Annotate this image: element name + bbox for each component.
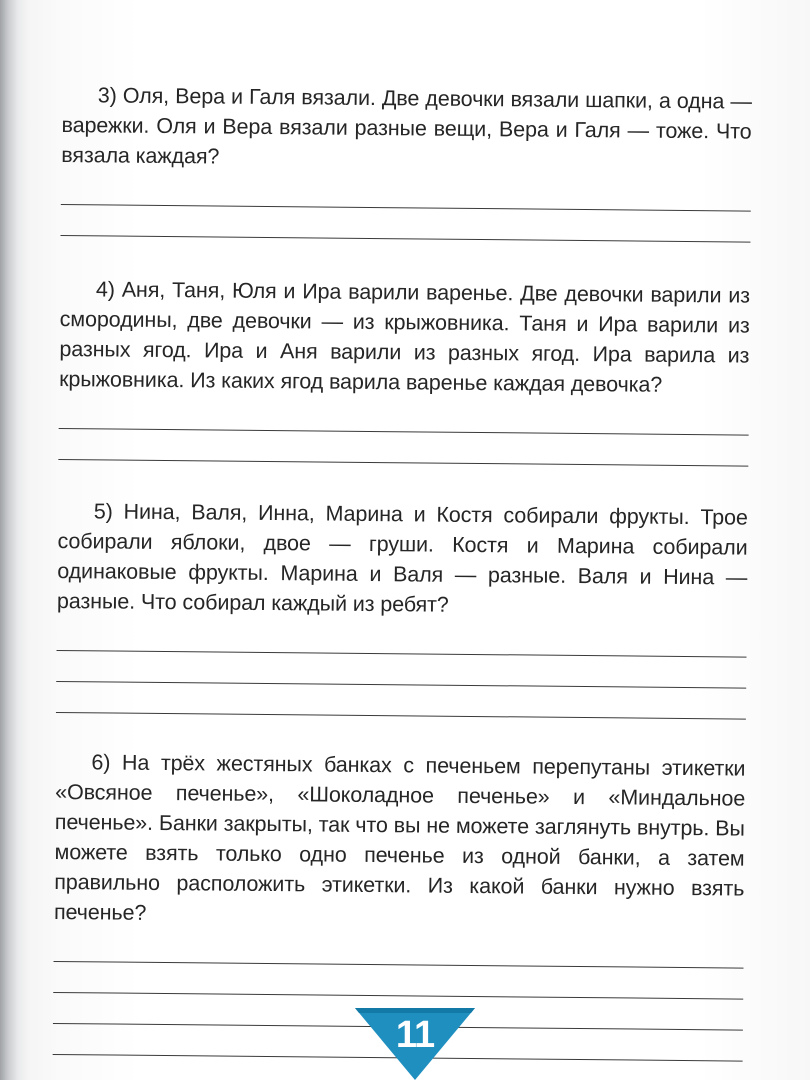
answer-line[interactable] (61, 205, 751, 243)
task-5-text: 5) Нина, Валя, Инна, Марина и Костя собирали фрукты. Трое собирали яблоки, двое — груши. Костя и Марина собирали одинаковые фрукты. Марина и Валя — разные. Валя и Нина — разные. Что собирал каждый из ребят? (56, 499, 748, 617)
task-3-text: 3) Оля, Вера и Галя вязали. Две девочки вязали шапки, а одна — варежки. Оля и Вера вязали разные вещи, Вера и Галя — тоже. Что вязала каждая? (61, 83, 752, 169)
task-6-text: 6) На трёх жестяных банках с печеньем перепутаны этикетки «Овсяное печенье», «Шоколадное печенье» и «Миндальное печенье». Банки закрыты, так что вы не можете заглянуть внутрь. Вы можете взять только одно печенье из одной банки, а затем правильно расположить этикетки. Из какой банки нужно взять печенье? (53, 750, 746, 925)
task-3-answer-lines (61, 174, 752, 243)
page-number: 11 (395, 1014, 435, 1056)
task-4-text: 4) Аня, Таня, Юля и Ира варили варенье. Две девочки варили из смородины, две девочки — из крыжовника. Таня и Ира варили из разных ягод. Ира и Аня варили из разных ягод. Ира варила из крыжовника. Из каких ягод варила варенье каждая девочка? (59, 277, 751, 397)
answer-line[interactable] (56, 682, 746, 720)
task-5-answer-lines (56, 620, 747, 720)
task-3 (61, 80, 752, 243)
task-4 (58, 274, 750, 467)
worksheet-page (53, 80, 752, 1062)
answer-line[interactable] (58, 429, 748, 467)
task-5 (56, 496, 748, 720)
task-4-answer-lines (58, 398, 749, 467)
page-number-badge (355, 1008, 475, 1080)
